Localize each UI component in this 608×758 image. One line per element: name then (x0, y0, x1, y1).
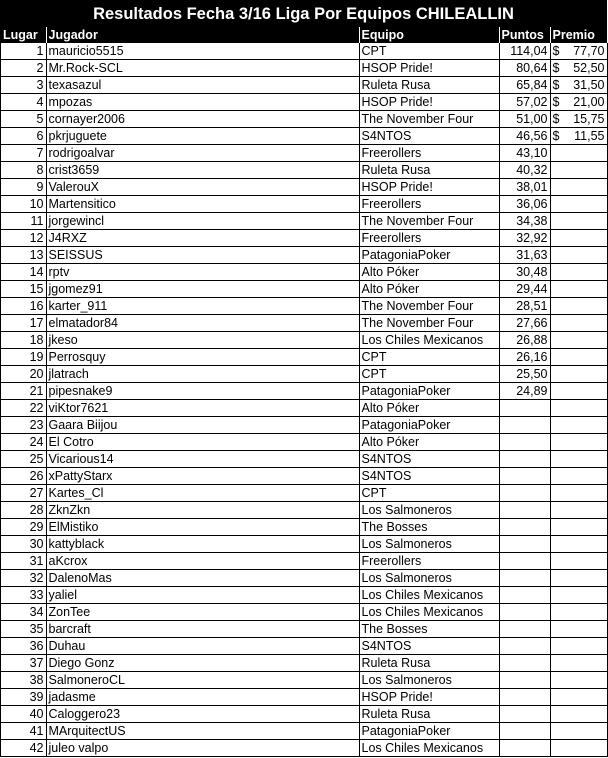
team-cell: Los Salmoneros (359, 536, 499, 553)
team-cell: PatagoniaPoker (359, 417, 499, 434)
rank-cell: 15 (1, 281, 46, 298)
table-row (1, 349, 607, 366)
team-cell: Freerollers (359, 145, 499, 162)
rank-cell: 37 (1, 655, 46, 672)
prize-cell (550, 672, 607, 689)
points-cell: 65,84 (499, 77, 550, 94)
player-cell: jorgewincl (46, 213, 359, 230)
rank-cell: 6 (1, 128, 46, 145)
team-cell: CPT (359, 485, 499, 502)
player-cell: El Cotro (46, 434, 359, 451)
team-cell: HSOP Pride! (359, 689, 499, 706)
table-row (1, 485, 607, 502)
table-row (1, 77, 607, 94)
points-cell: 28,51 (499, 298, 550, 315)
table-row (1, 434, 607, 451)
points-cell (499, 655, 550, 672)
prize-cell (550, 417, 607, 434)
player-cell: Diego Gonz (46, 655, 359, 672)
points-cell: 80,64 (499, 60, 550, 77)
player-cell: crist3659 (46, 162, 359, 179)
points-cell (499, 638, 550, 655)
table-row (1, 43, 607, 60)
currency-symbol: $ (552, 61, 560, 75)
table-row (1, 417, 607, 434)
player-cell: jadasme (46, 689, 359, 706)
team-cell: HSOP Pride! (359, 94, 499, 111)
points-cell (499, 468, 550, 485)
table-row (1, 706, 607, 723)
team-cell: Los Salmoneros (359, 570, 499, 587)
rank-cell: 34 (1, 604, 46, 621)
points-cell: 40,32 (499, 162, 550, 179)
team-cell: CPT (359, 349, 499, 366)
table-row (1, 621, 607, 638)
player-cell: Perrosquy (46, 349, 359, 366)
points-cell: 34,38 (499, 213, 550, 230)
player-cell: aKcrox (46, 553, 359, 570)
points-cell: 43,10 (499, 145, 550, 162)
header-prize: Premio (550, 27, 607, 43)
player-cell: jkeso (46, 332, 359, 349)
prize-cell (550, 587, 607, 604)
points-cell (499, 604, 550, 621)
player-cell: Caloggero23 (46, 706, 359, 723)
team-cell: HSOP Pride! (359, 179, 499, 196)
rank-cell: 5 (1, 111, 46, 128)
rank-cell: 42 (1, 740, 46, 757)
prize-cell (550, 553, 607, 570)
rank-cell: 22 (1, 400, 46, 417)
table-row (1, 468, 607, 485)
rank-cell: 16 (1, 298, 46, 315)
prize-cell (550, 519, 607, 536)
sheet-title: Resultados Fecha 3/16 Liga Por Equipos CHILEALLIN (1, 1, 607, 27)
prize-amount: 15,75 (573, 112, 605, 126)
player-cell: cornayer2006 (46, 111, 359, 128)
table-row (1, 740, 607, 757)
points-cell: 26,88 (499, 332, 550, 349)
prize-cell (550, 332, 607, 349)
player-cell: SEISSUS (46, 247, 359, 264)
player-cell: ZknZkn (46, 502, 359, 519)
prize-cell (550, 638, 607, 655)
table-row (1, 689, 607, 706)
player-cell: ValerouX (46, 179, 359, 196)
team-cell: The November Four (359, 315, 499, 332)
rank-cell: 20 (1, 366, 46, 383)
points-cell: 114,04 (499, 43, 550, 60)
prize-cell (550, 77, 607, 94)
rank-cell: 10 (1, 196, 46, 213)
team-cell: Los Salmoneros (359, 672, 499, 689)
currency-symbol: $ (552, 129, 560, 143)
points-cell (499, 451, 550, 468)
team-cell: S4NTOS (359, 468, 499, 485)
team-cell: CPT (359, 366, 499, 383)
prize-cell (550, 94, 607, 111)
rank-cell: 19 (1, 349, 46, 366)
player-cell: ElMistiko (46, 519, 359, 536)
points-cell: 27,66 (499, 315, 550, 332)
team-cell: The Bosses (359, 519, 499, 536)
prize-cell (550, 468, 607, 485)
team-cell: The Bosses (359, 621, 499, 638)
header-points: Puntos (499, 27, 550, 43)
rank-cell: 14 (1, 264, 46, 281)
player-cell: mpozas (46, 94, 359, 111)
player-cell: SalmoneroCL (46, 672, 359, 689)
points-cell (499, 672, 550, 689)
table-row (1, 94, 607, 111)
table-row (1, 587, 607, 604)
player-cell: elmatador84 (46, 315, 359, 332)
rank-cell: 33 (1, 587, 46, 604)
rank-cell: 32 (1, 570, 46, 587)
player-cell: karter_911 (46, 298, 359, 315)
player-cell: J4RXZ (46, 230, 359, 247)
prize-cell (550, 604, 607, 621)
prize-cell (550, 706, 607, 723)
header-row (1, 27, 607, 43)
player-cell: barcraft (46, 621, 359, 638)
prize-cell (550, 740, 607, 757)
prize-cell (550, 434, 607, 451)
player-cell: viKtor7621 (46, 400, 359, 417)
prize-cell (550, 196, 607, 213)
prize-cell (550, 570, 607, 587)
table-row (1, 332, 607, 349)
points-cell: 32,92 (499, 230, 550, 247)
rank-cell: 18 (1, 332, 46, 349)
team-cell: Ruleta Rusa (359, 77, 499, 94)
team-cell: S4NTOS (359, 638, 499, 655)
results-body (1, 43, 607, 757)
prize-cell (550, 298, 607, 315)
team-cell: HSOP Pride! (359, 60, 499, 77)
prize-cell (550, 230, 607, 247)
table-row (1, 162, 607, 179)
prize-cell (550, 502, 607, 519)
points-cell (499, 553, 550, 570)
prize-amount: 11,55 (574, 129, 605, 143)
player-cell: pipesnake9 (46, 383, 359, 400)
table-row (1, 230, 607, 247)
points-cell: 24,89 (499, 383, 550, 400)
points-cell (499, 740, 550, 757)
points-cell (499, 400, 550, 417)
prize-cell (550, 451, 607, 468)
rank-cell: 41 (1, 723, 46, 740)
table-row (1, 213, 607, 230)
prize-cell (550, 162, 607, 179)
points-cell: 57,02 (499, 94, 550, 111)
team-cell: Los Chiles Mexicanos (359, 604, 499, 621)
table-row (1, 638, 607, 655)
points-cell (499, 502, 550, 519)
table-row (1, 502, 607, 519)
rank-cell: 13 (1, 247, 46, 264)
player-cell: MArquitectUS (46, 723, 359, 740)
points-cell: 51,00 (499, 111, 550, 128)
player-cell: Kartes_Cl (46, 485, 359, 502)
points-cell (499, 485, 550, 502)
player-cell: rodrigoalvar (46, 145, 359, 162)
table-row (1, 366, 607, 383)
rank-cell: 1 (1, 43, 46, 60)
player-cell: Martensitico (46, 196, 359, 213)
prize-cell (550, 315, 607, 332)
points-cell (499, 417, 550, 434)
currency-symbol: $ (552, 112, 560, 126)
points-cell: 26,16 (499, 349, 550, 366)
prize-cell (550, 383, 607, 400)
player-cell: mauricio5515 (46, 43, 359, 60)
table-row (1, 60, 607, 77)
team-cell: Alto Póker (359, 281, 499, 298)
player-cell: juleo valpo (46, 740, 359, 757)
points-cell (499, 536, 550, 553)
prize-cell (550, 536, 607, 553)
rank-cell: 35 (1, 621, 46, 638)
rank-cell: 38 (1, 672, 46, 689)
table-row (1, 128, 607, 145)
rank-cell: 26 (1, 468, 46, 485)
header-rank: Lugar (1, 27, 46, 43)
prize-cell (550, 60, 607, 77)
team-cell: PatagoniaPoker (359, 723, 499, 740)
prize-cell (550, 128, 607, 145)
prize-cell (550, 281, 607, 298)
player-cell: Mr.Rock-SCL (46, 60, 359, 77)
team-cell: Los Chiles Mexicanos (359, 740, 499, 757)
points-cell: 46,56 (499, 128, 550, 145)
header-player: Jugador (46, 27, 359, 43)
prize-cell (550, 349, 607, 366)
team-cell: Los Chiles Mexicanos (359, 332, 499, 349)
currency-symbol: $ (552, 78, 560, 92)
table-row (1, 604, 607, 621)
rank-cell: 31 (1, 553, 46, 570)
team-cell: Los Salmoneros (359, 502, 499, 519)
results-table (1, 27, 608, 757)
points-cell (499, 519, 550, 536)
points-cell (499, 689, 550, 706)
prize-amount: 31,50 (573, 78, 605, 92)
prize-cell (550, 247, 607, 264)
rank-cell: 25 (1, 451, 46, 468)
rank-cell: 23 (1, 417, 46, 434)
table-row (1, 672, 607, 689)
prize-cell (550, 366, 607, 383)
table-row (1, 451, 607, 468)
table-row (1, 298, 607, 315)
table-row (1, 570, 607, 587)
rank-cell: 7 (1, 145, 46, 162)
team-cell: Los Chiles Mexicanos (359, 587, 499, 604)
player-cell: jlatrach (46, 366, 359, 383)
header-team: Equipo (359, 27, 499, 43)
player-cell: Vicarious14 (46, 451, 359, 468)
table-row (1, 264, 607, 281)
team-cell: Alto Póker (359, 434, 499, 451)
rank-cell: 9 (1, 179, 46, 196)
player-cell: jgomez91 (46, 281, 359, 298)
table-row (1, 400, 607, 417)
team-cell: S4NTOS (359, 451, 499, 468)
prize-cell (550, 111, 607, 128)
rank-cell: 4 (1, 94, 46, 111)
rank-cell: 3 (1, 77, 46, 94)
points-cell: 29,44 (499, 281, 550, 298)
table-row (1, 655, 607, 672)
rank-cell: 11 (1, 213, 46, 230)
prize-cell (550, 145, 607, 162)
prize-amount: 52,50 (573, 61, 605, 75)
rank-cell: 2 (1, 60, 46, 77)
points-cell (499, 621, 550, 638)
prize-cell (550, 264, 607, 281)
rank-cell: 39 (1, 689, 46, 706)
points-cell: 25,50 (499, 366, 550, 383)
team-cell: Freerollers (359, 553, 499, 570)
rank-cell: 36 (1, 638, 46, 655)
prize-cell (550, 179, 607, 196)
table-row (1, 281, 607, 298)
currency-symbol: $ (552, 44, 560, 58)
prize-cell (550, 655, 607, 672)
points-cell (499, 570, 550, 587)
table-row (1, 383, 607, 400)
rank-cell: 40 (1, 706, 46, 723)
table-row (1, 179, 607, 196)
team-cell: CPT (359, 43, 499, 60)
player-cell: xPattyStarx (46, 468, 359, 485)
points-cell: 36,06 (499, 196, 550, 213)
player-cell: rptv (46, 264, 359, 281)
player-cell: texasazul (46, 77, 359, 94)
team-cell: Alto Póker (359, 400, 499, 417)
team-cell: Freerollers (359, 196, 499, 213)
table-row (1, 247, 607, 264)
team-cell: Freerollers (359, 230, 499, 247)
player-cell: kattyblack (46, 536, 359, 553)
table-row (1, 111, 607, 128)
table-row (1, 145, 607, 162)
team-cell: Ruleta Rusa (359, 162, 499, 179)
player-cell: Gaara Biijou (46, 417, 359, 434)
table-row (1, 536, 607, 553)
team-cell: Ruleta Rusa (359, 706, 499, 723)
table-row (1, 315, 607, 332)
team-cell: The November Four (359, 213, 499, 230)
rank-cell: 29 (1, 519, 46, 536)
team-cell: Ruleta Rusa (359, 655, 499, 672)
team-cell: Alto Póker (359, 264, 499, 281)
rank-cell: 30 (1, 536, 46, 553)
prize-cell (550, 485, 607, 502)
rank-cell: 12 (1, 230, 46, 247)
table-row (1, 723, 607, 740)
currency-symbol: $ (552, 95, 560, 109)
prize-cell (550, 621, 607, 638)
table-row (1, 196, 607, 213)
table-row (1, 519, 607, 536)
rank-cell: 27 (1, 485, 46, 502)
team-cell: The November Four (359, 111, 499, 128)
points-cell (499, 706, 550, 723)
team-cell: PatagoniaPoker (359, 383, 499, 400)
table-row (1, 553, 607, 570)
team-cell: PatagoniaPoker (359, 247, 499, 264)
prize-amount: 77,70 (573, 44, 605, 58)
player-cell: Duhau (46, 638, 359, 655)
player-cell: yaliel (46, 587, 359, 604)
player-cell: ZonTee (46, 604, 359, 621)
points-cell: 38,01 (499, 179, 550, 196)
points-cell (499, 434, 550, 451)
points-cell (499, 587, 550, 604)
prize-cell (550, 43, 607, 60)
rank-cell: 21 (1, 383, 46, 400)
points-cell: 31,63 (499, 247, 550, 264)
points-cell (499, 723, 550, 740)
prize-cell (550, 213, 607, 230)
team-cell: The November Four (359, 298, 499, 315)
prize-cell (550, 400, 607, 417)
rank-cell: 24 (1, 434, 46, 451)
rank-cell: 17 (1, 315, 46, 332)
points-cell: 30,48 (499, 264, 550, 281)
prize-cell (550, 723, 607, 740)
prize-amount: 21,00 (573, 95, 605, 109)
rank-cell: 28 (1, 502, 46, 519)
team-cell: S4NTOS (359, 128, 499, 145)
prize-cell (550, 689, 607, 706)
rank-cell: 8 (1, 162, 46, 179)
player-cell: DalenoMas (46, 570, 359, 587)
player-cell: pkrjuguete (46, 128, 359, 145)
